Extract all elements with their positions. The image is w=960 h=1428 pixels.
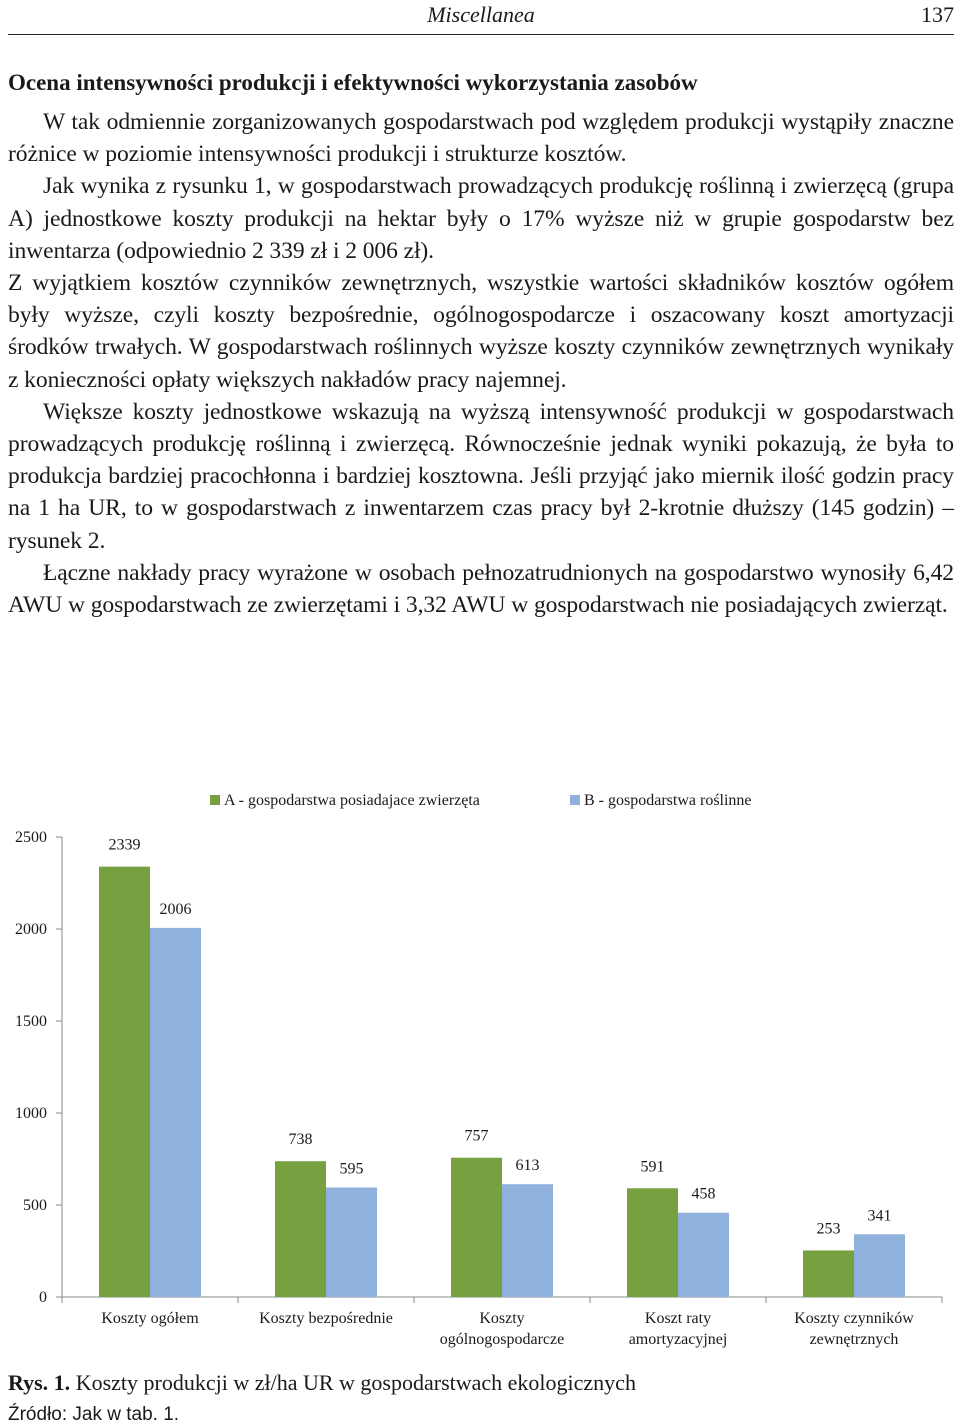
paragraph-3: Z wyjątkiem kosztów czynników zewnętrznych, wszystkie wartości składników kosztów ogółem były wyższe, czyli koszty bezpośrednie, ogólnogospodarcze i oszacowany koszt amortyzacji środków trwałych. W gospodarstwach roślinnych wyższe koszty czynników zewnętrznych wynikały z konieczności opłaty większych nakładów pracy najemnej. — [8, 270, 954, 393]
data-label: 341 — [867, 1207, 892, 1225]
paragraph-5: Łączne nakłady pracy wyrażone w osobach pełnozatrudnionych na gospodarstwo wynosiły 6,42 AWU w gospodarstwach ze zwierzętami i 3,32 AWU w gospodarstwach nie posiadających zwierząt. — [8, 559, 954, 619]
body-text — [8, 106, 954, 621]
y-tick-label: 2500 — [15, 829, 47, 846]
data-label: 595 — [339, 1160, 364, 1178]
data-label: 2006 — [159, 900, 192, 918]
bar-a — [627, 1188, 678, 1297]
legend-swatch — [570, 795, 580, 805]
x-tick-label: Koszty czynników — [794, 1310, 914, 1327]
data-label: 757 — [464, 1127, 489, 1145]
legend-label: B - gospodarstwa roślinne — [584, 792, 752, 809]
bar-b — [854, 1234, 905, 1297]
bar-chart — [0, 780, 960, 1370]
legend-label: A - gospodarstwa posiadajace zwierzęta — [224, 792, 480, 809]
data-label: 458 — [691, 1185, 716, 1203]
x-tick-label: zewnętrznych — [809, 1331, 899, 1348]
y-tick-label: 2000 — [15, 921, 47, 938]
y-tick-label: 0 — [39, 1289, 47, 1306]
figure-source: Źródło: Jak w tab. 1. — [8, 1404, 180, 1425]
caption-label: Rys. 1. — [8, 1370, 71, 1395]
paragraph-2: Jak wynika z rysunku 1, w gospodarstwach prowadzących produkcję roślinną i zwierzęcą (grupa A) jednostkowe koszty produkcji na hektar były o 17% wyższe niż w grupie gospodarstw bez inwentarza (odpowiednio 2 339 zł i 2 006 zł). — [8, 173, 954, 264]
paragraph-1: W tak odmiennie zorganizowanych gospodarstwach pod względem produkcji wystąpiły znaczne różnice w poziomie intensywności produkcji i strukturze kosztów. — [8, 109, 954, 168]
figure-1 — [0, 780, 960, 1370]
x-tick-label: Koszty ogółem — [101, 1310, 199, 1327]
y-tick-label: 1000 — [15, 1105, 47, 1122]
data-label: 253 — [816, 1220, 841, 1238]
data-label: 591 — [640, 1158, 665, 1176]
bar-a — [803, 1250, 854, 1297]
x-tick-label: ogólnogospodarcze — [439, 1331, 565, 1348]
y-tick-label: 1500 — [15, 1013, 47, 1030]
bar-b — [326, 1188, 377, 1297]
bar-b — [502, 1184, 553, 1297]
figure-caption — [8, 1370, 636, 1396]
page-header — [8, 0, 954, 35]
x-tick-label: Koszty bezpośrednie — [259, 1310, 393, 1327]
y-tick-label: 500 — [23, 1197, 47, 1214]
data-label: 2339 — [108, 836, 141, 854]
legend-swatch — [210, 795, 220, 805]
bar-a — [99, 867, 150, 1297]
data-label: 738 — [288, 1131, 313, 1149]
bar-b — [678, 1213, 729, 1297]
paragraph-4: Większe koszty jednostkowe wskazują na wyższą intensywność produkcji w gospodarstwach prowadzących produkcję roślinną i zwierzęcą. Równocześnie jednak wyniki pokazują, że była to produkcja bardziej pracochłonna i bardziej kosztowna. Jeśli przyjąć jako miernik ilość godzin pracy na 1 ha UR, to w gospodarstwach z inwentarzem czas pracy był 2-krotnie dłuższy (145 godzin) – rysunek 2. — [8, 398, 954, 554]
x-tick-label: amortyzacyjnej — [628, 1331, 728, 1348]
running-title: Miscellanea — [427, 2, 535, 27]
bar-b — [150, 928, 201, 1297]
page-number: 137 — [921, 2, 954, 27]
x-tick-label: Koszt raty — [644, 1310, 712, 1327]
data-label: 613 — [515, 1157, 540, 1175]
x-tick-label: Koszty — [479, 1310, 525, 1327]
caption-text: Koszty produkcji w zł/ha UR w gospodarstwach ekologicznych — [70, 1370, 636, 1395]
section-title: Ocena intensywności produkcji i efektywności wykorzystania zasobów — [8, 70, 698, 95]
bar-a — [275, 1161, 326, 1297]
bar-a — [451, 1158, 502, 1297]
